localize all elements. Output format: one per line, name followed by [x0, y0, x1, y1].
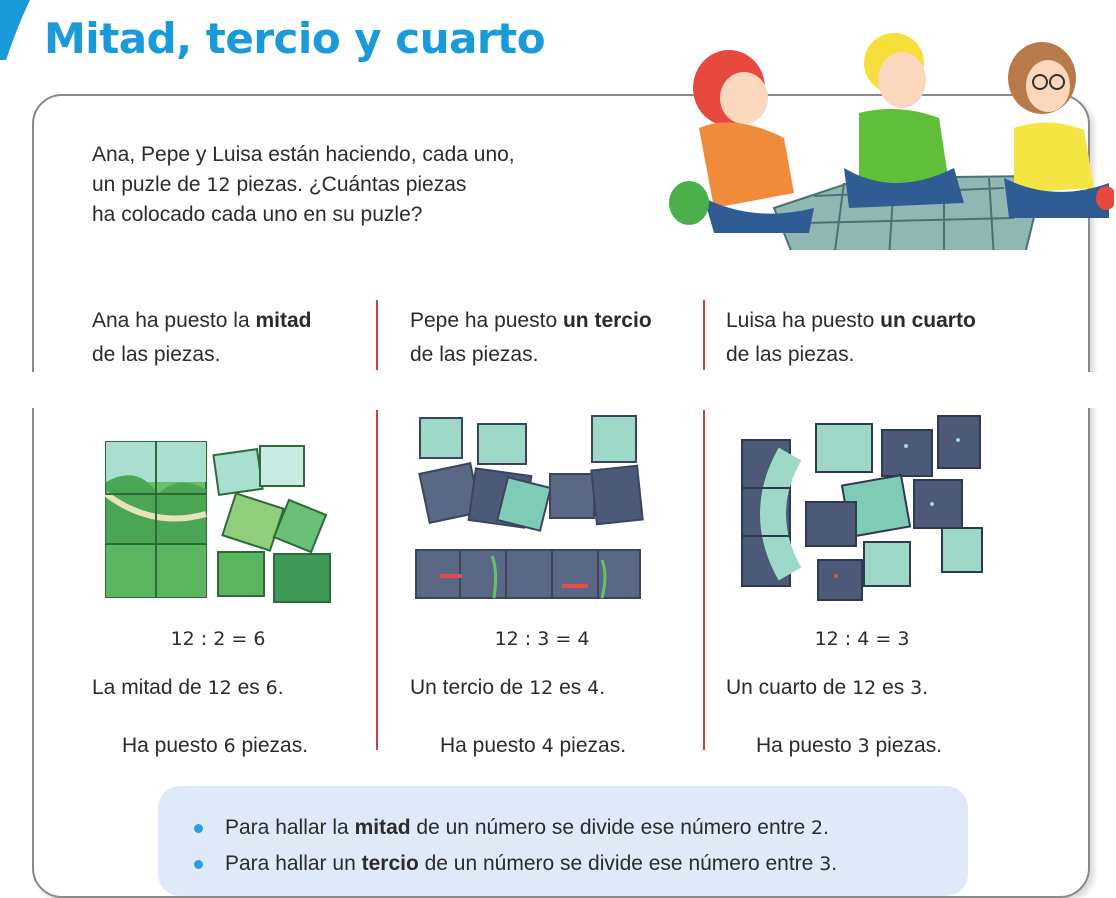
rule-half-pre: Para hallar la — [225, 816, 355, 839]
statement-luisa-pre: Un cuarto de — [726, 676, 853, 699]
rule-half-n: 2 — [811, 817, 824, 839]
luisa-of-pieces: de las piezas. — [726, 343, 855, 366]
placed-pepe-pre: Ha puesto — [440, 734, 542, 757]
rule-third — [194, 852, 837, 876]
pepe-sentence: Pepe ha puesto — [410, 309, 563, 332]
intro-line-1: Ana, Pepe y Luisa están haciendo, cada uno, — [92, 143, 515, 166]
placed-luisa-pre: Ha puesto — [756, 734, 858, 757]
rule-third-pre: Para hallar un — [225, 852, 362, 875]
landscape-puzzle-image — [98, 434, 338, 610]
statement-luisa-result: 3 — [910, 677, 923, 699]
luisa-fraction: un cuarto — [880, 309, 976, 332]
river-puzzle-image — [410, 410, 650, 610]
bullet-dot-icon — [194, 824, 203, 833]
statement-pepe — [410, 676, 605, 700]
column-pepe-text — [410, 304, 652, 372]
statement-ana-result: 6 — [265, 677, 278, 699]
placed-pepe-n: 4 — [541, 735, 554, 757]
intro-number: 12 — [206, 174, 231, 196]
placed-ana-post: piezas. — [235, 734, 309, 757]
statement-pepe-mid: es — [553, 676, 588, 699]
column-luisa-text — [726, 304, 976, 372]
intro-line-2-post: piezas. ¿Cuántas piezas — [230, 173, 467, 196]
rule-third-end: . — [831, 852, 838, 875]
equation-luisa: 12 : 4 = 3 — [814, 628, 910, 650]
divider-2-bottom — [703, 410, 705, 750]
intro-line-3: ha colocado cada uno en su puzle? — [92, 203, 423, 226]
statement-ana-pre: La mitad de — [92, 676, 208, 699]
rule-third-bold: tercio — [361, 852, 419, 875]
statement-ana-end: . — [277, 676, 284, 699]
pepe-of-pieces: de las piezas. — [410, 343, 539, 366]
pepe-fraction: un tercio — [562, 309, 652, 332]
equation-ana: 12 : 2 = 6 — [170, 628, 266, 650]
bullet-dot-icon — [194, 860, 203, 869]
statement-luisa-n: 12 — [852, 677, 877, 699]
placed-luisa-n: 3 — [857, 735, 870, 757]
statement-ana-n: 12 — [207, 677, 232, 699]
placed-luisa — [756, 734, 942, 758]
frame-gap — [0, 372, 1116, 408]
statement-luisa-end: . — [922, 676, 929, 699]
statement-pepe-result: 4 — [587, 677, 600, 699]
placed-pepe-post: piezas. — [553, 734, 627, 757]
rule-half-end: . — [823, 816, 829, 839]
placed-luisa-post: piezas. — [869, 734, 943, 757]
ana-fraction: mitad — [255, 309, 312, 332]
statement-ana-mid: es — [231, 676, 266, 699]
ana-sentence: Ana ha puesto la — [92, 309, 256, 332]
divider-2-top — [703, 300, 705, 370]
divider-1-bottom — [376, 410, 378, 750]
rule-third-n: 3 — [819, 853, 832, 875]
placed-ana — [122, 734, 308, 758]
rule-half — [194, 816, 829, 840]
divider-1-top — [376, 300, 378, 370]
children-doing-puzzle-illustration — [644, 18, 1114, 250]
night-sky-puzzle-image — [736, 410, 988, 610]
corner-tab-decoration — [0, 0, 36, 60]
statement-ana — [92, 676, 284, 700]
intro-line-2-pre: un puzle de — [92, 173, 207, 196]
rule-half-bold: mitad — [354, 816, 411, 839]
rule-half-post: de un número se divide ese número entre — [410, 816, 811, 839]
placed-ana-pre: Ha puesto — [122, 734, 224, 757]
statement-pepe-n: 12 — [529, 677, 554, 699]
statement-pepe-pre: Un tercio de — [410, 676, 530, 699]
ana-of-pieces: de las piezas. — [92, 343, 221, 366]
luisa-figure — [1004, 42, 1114, 218]
column-ana-text — [92, 304, 311, 372]
rule-third-post: de un número se divide ese número entre — [418, 852, 820, 875]
placed-pepe — [440, 734, 626, 758]
page-title: Mitad, tercio y cuarto — [44, 14, 546, 63]
equation-pepe: 12 : 3 = 4 — [494, 628, 590, 650]
intro-text — [92, 140, 632, 230]
luisa-sentence: Luisa ha puesto — [726, 309, 881, 332]
placed-ana-n: 6 — [223, 735, 236, 757]
statement-luisa-mid: es — [876, 676, 911, 699]
pepe-figure — [844, 33, 964, 208]
statement-pepe-end: . — [599, 676, 606, 699]
statement-luisa — [726, 676, 928, 700]
